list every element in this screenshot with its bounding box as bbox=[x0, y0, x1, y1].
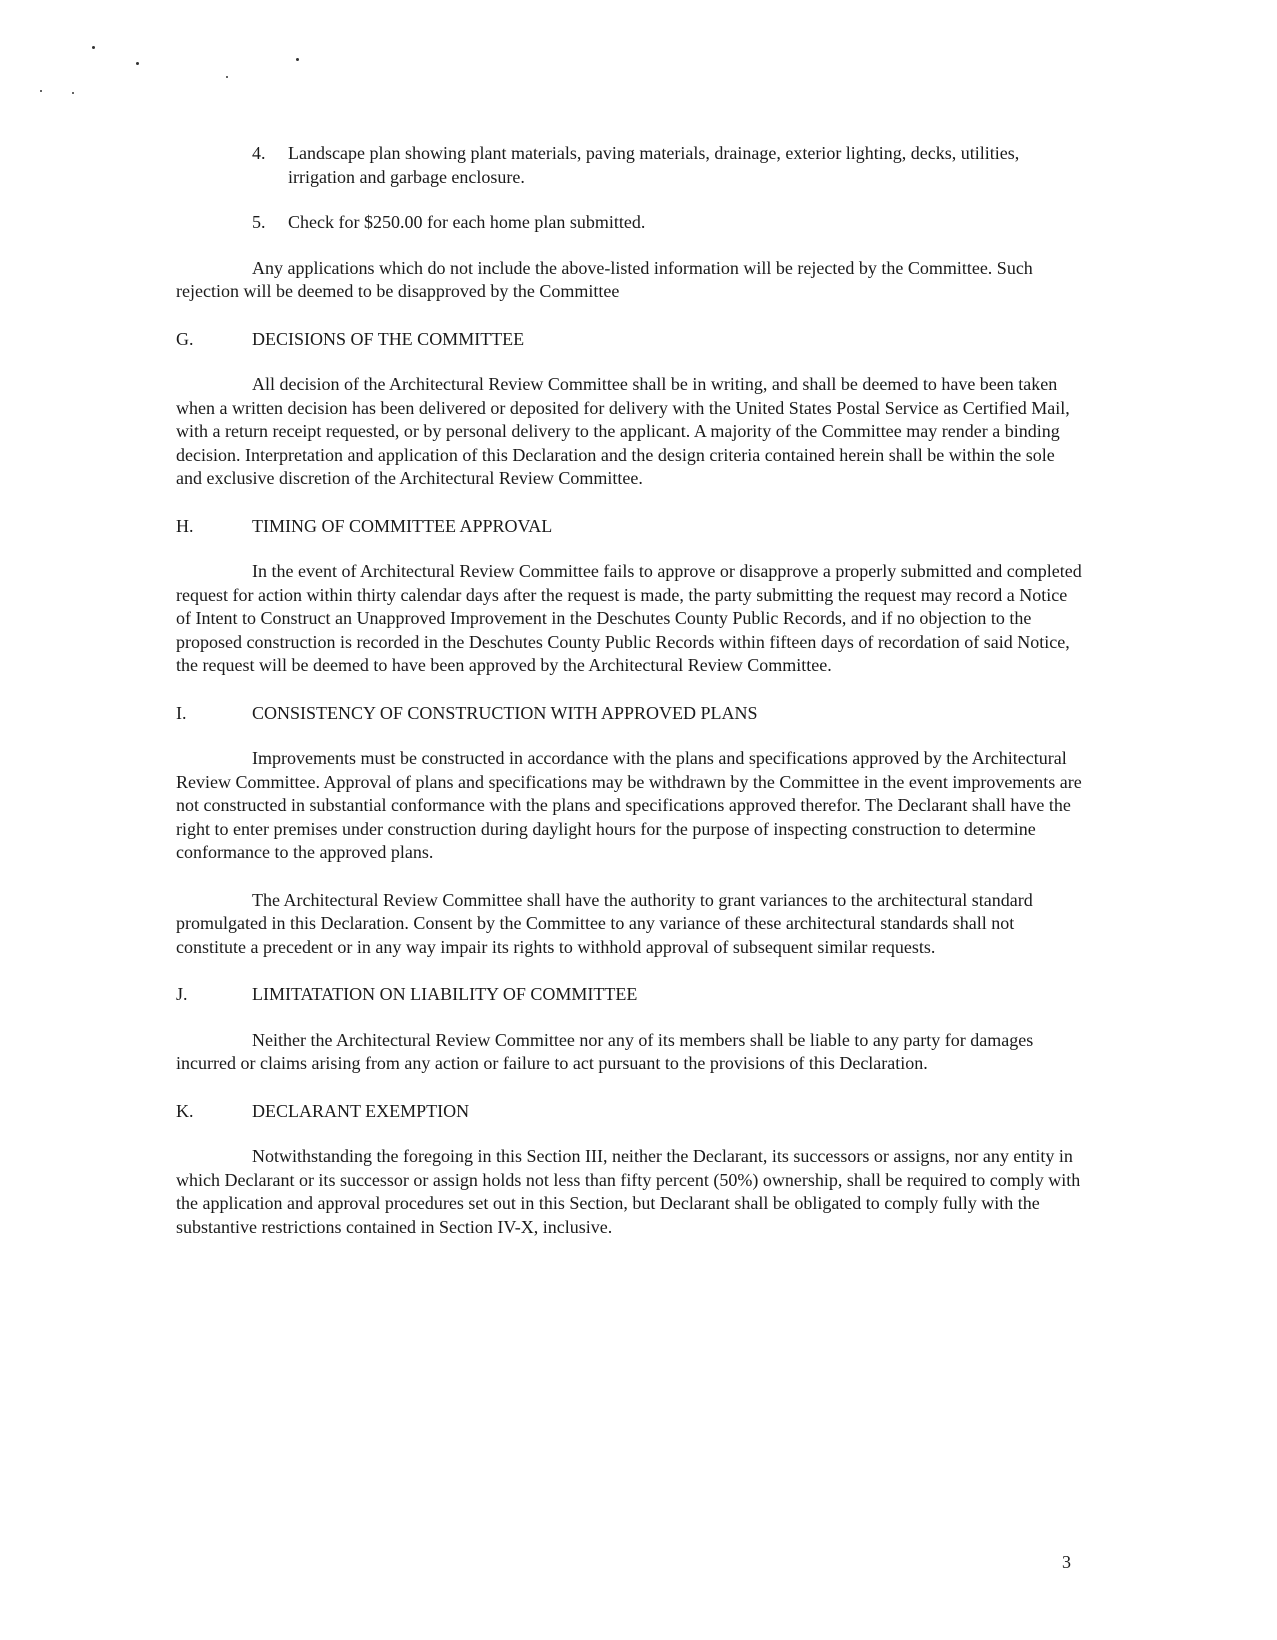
list-item-number: 5. bbox=[252, 212, 266, 232]
section-title: TIMING OF COMMITTEE APPROVAL bbox=[252, 515, 553, 536]
section-paragraph: Neither the Architectural Review Committee nor any of its members shall be liable to any party for damages incurred or claims arising from any action or failure to act pursuant to the provisions of this Declaration. bbox=[176, 1029, 1034, 1073]
section-paragraph: Improvements must be constructed in accordance with the plans and specifications approved by the Architectural Review Committee. Approval of plans and specifications may be withdrawn by the Committee in the event improvements are not constructed in substantial conformance with the plans and specifications approved therefor. The Declarant shall have the right to enter premises under construction during daylight hours for the purpose of inspecting construction to determine conformance to the approved plans. bbox=[176, 748, 1082, 862]
section-heading-i bbox=[176, 702, 1082, 726]
section-letter: I. bbox=[176, 702, 187, 723]
section-letter: G. bbox=[176, 328, 194, 349]
section-paragraph: All decision of the Architectural Review Committee shall be in writing, and shall be deemed to have been taken when a written decision has been delivered or deposited for delivery with the United States Postal Service as Certified Mail, with a return receipt requested, or by personal delivery to the applicant. A majority of the Committee may render a binding decision. Interpretation and application of this Declaration and the design criteria contained herein shall be within the sole and exclusive discretion of the Architectural Review Committee. bbox=[176, 374, 1070, 488]
section-title: CONSISTENCY OF CONSTRUCTION WITH APPROVED PLANS bbox=[252, 702, 758, 723]
section-heading-j bbox=[176, 983, 1082, 1007]
list-item-text: Landscape plan showing plant materials, paving materials, drainage, exterior lighting, decks, utilities, irrigation and garbage enclosure. bbox=[288, 143, 1020, 187]
section-title: DECISIONS OF THE COMMITTEE bbox=[252, 328, 525, 349]
section-heading-g bbox=[176, 328, 1082, 352]
section-heading-h bbox=[176, 515, 1082, 539]
scan-speck bbox=[136, 62, 139, 65]
section-paragraph: In the event of Architectural Review Committee fails to approve or disapprove a properly submitted and completed request for action within thirty calendar days after the request is made, the party submitting the request may record a Notice of Intent to Construct an Unapproved Improvement in the Deschutes County Public Records, and if no objection to the proposed construction is recorded in the Deschutes County Public Records within fifteen days of recordation of said Notice, the request will be deemed to have been approved by the Architectural Review Committee. bbox=[176, 561, 1082, 675]
page-number: 3 bbox=[1062, 1552, 1071, 1572]
section-paragraph: The Architectural Review Committee shall have the authority to grant variances to the architectural standard promulgated in this Declaration. Consent by the Committee to any variance of these architectural standards shall not constitute a precedent or in any way impair its rights to withhold approval of subsequent similar requests. bbox=[176, 889, 1033, 957]
scan-speck bbox=[92, 46, 95, 49]
intro-paragraph: Any applications which do not include the above-listed information will be rejected by the Committee. Such rejection will be deemed to be disapproved by the Committee bbox=[176, 257, 1033, 301]
list-item-number: 4. bbox=[252, 143, 266, 163]
document-body bbox=[176, 142, 1082, 1263]
scan-speck bbox=[226, 76, 228, 78]
section-letter: H. bbox=[176, 515, 194, 536]
scan-speck bbox=[72, 92, 74, 94]
section-title: DECLARANT EXEMPTION bbox=[252, 1100, 470, 1121]
scan-speck bbox=[296, 58, 299, 61]
scan-speck bbox=[40, 90, 42, 92]
section-letter: J. bbox=[176, 984, 188, 1004]
section-paragraph: Notwithstanding the foregoing in this Section III, neither the Declarant, its successors or assigns, nor any entity in which Declarant or its successor or assign holds not less than fifty percent (50%) ownership, shall be required to comply with the application and approval procedures set out in this Section, but Declarant shall be obligated to comply fully with the substantive restrictions contained in Section IV-X, inclusive. bbox=[176, 1146, 1081, 1237]
section-title: LIMITATATION ON LIABILITY OF COMMITTEE bbox=[252, 984, 638, 1004]
section-letter: K. bbox=[176, 1100, 194, 1121]
list-item bbox=[176, 142, 1082, 189]
section-heading-k bbox=[176, 1100, 1082, 1124]
list-item-text: Check for $250.00 for each home plan submitted. bbox=[288, 212, 646, 232]
list-item bbox=[176, 211, 1082, 235]
